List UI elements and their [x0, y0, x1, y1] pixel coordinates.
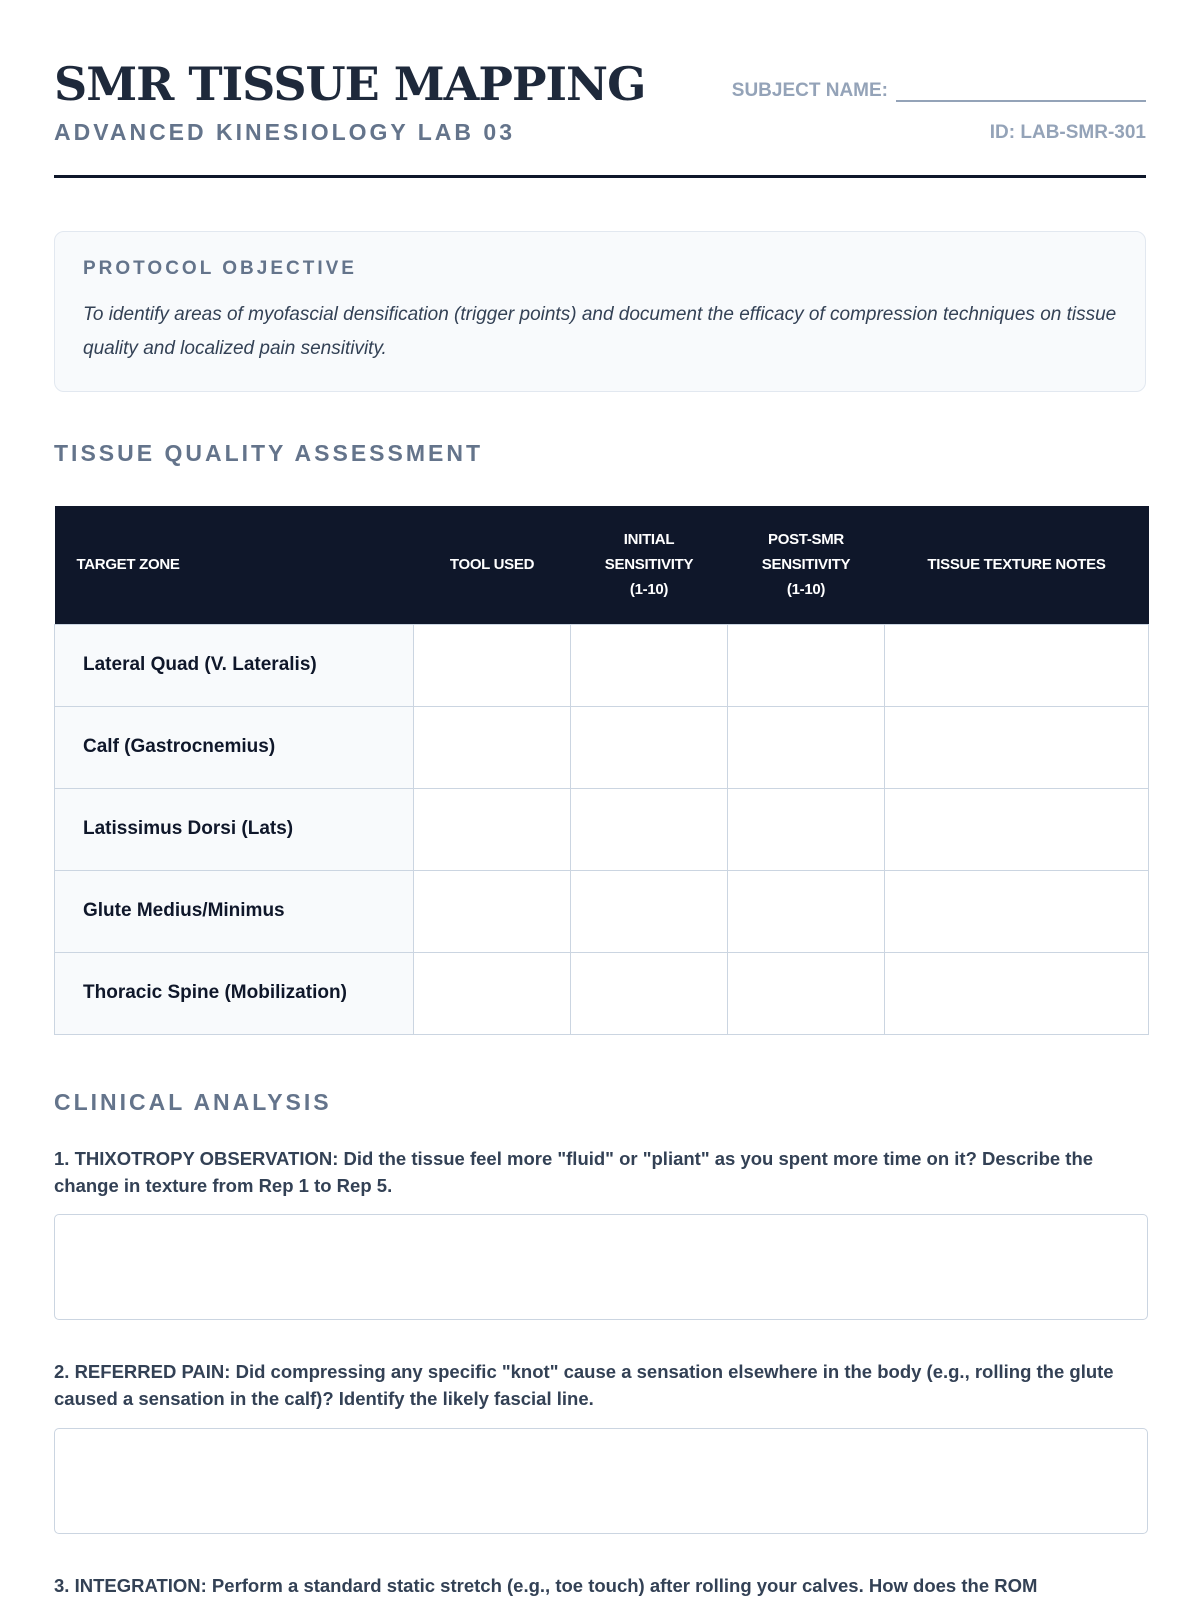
target-zone-cell: Lateral Quad (V. Lateralis) — [55, 624, 414, 706]
table-row — [55, 624, 1149, 706]
column-header-post-smr-sensitivity — [728, 506, 885, 624]
texture-notes-cell[interactable] — [885, 624, 1149, 706]
target-zone-cell: Latissimus Dorsi (Lats) — [55, 788, 414, 870]
protocol-objective-box — [54, 231, 1146, 392]
subject-name-input[interactable] — [896, 82, 1146, 102]
table-header-row — [55, 506, 1149, 624]
post-smr-sensitivity-cell[interactable] — [728, 706, 885, 788]
document-id: ID: LAB-SMR-301 — [989, 122, 1146, 143]
tool-used-cell[interactable] — [414, 706, 571, 788]
tool-used-cell[interactable] — [414, 624, 571, 706]
page-subtitle: ADVANCED KINESIOLOGY LAB 03 — [54, 119, 515, 145]
question-1: 1. THIXOTROPY OBSERVATION: Did the tissue feel more "fluid" or "pliant" as you spent more time on it? Describe the change in texture from Rep 1 to Rep 5. — [54, 1148, 1094, 1196]
target-zone-cell: Glute Medius/Minimus — [55, 870, 414, 952]
page-title: SMR TISSUE MAPPING — [54, 57, 646, 111]
assessment-heading: TISSUE QUALITY ASSESSMENT — [54, 440, 483, 466]
target-zone-cell: Calf (Gastrocnemius) — [55, 706, 414, 788]
table-row — [55, 870, 1149, 952]
tool-used-cell[interactable] — [414, 788, 571, 870]
table-row — [55, 788, 1149, 870]
initial-sensitivity-cell[interactable] — [571, 870, 728, 952]
column-header-line: (1-10) — [786, 581, 826, 599]
column-header-tool-used: TOOL USED — [414, 506, 571, 624]
post-smr-sensitivity-cell[interactable] — [728, 952, 885, 1034]
question-2: 2. REFERRED PAIN: Did compressing any specific "knot" cause a sensation elsewhere in the body (e.g., rolling the glute caused a sensation in the calf)? Identify the likely fascial line. — [54, 1361, 1114, 1409]
post-smr-sensitivity-cell[interactable] — [728, 624, 885, 706]
column-header-line: (1-10) — [629, 581, 669, 599]
answer-box-2[interactable] — [54, 1428, 1148, 1534]
target-zone-cell: Thoracic Spine (Mobilization) — [55, 952, 414, 1034]
subject-name-field — [732, 80, 1146, 102]
texture-notes-cell[interactable] — [885, 706, 1149, 788]
clinical-analysis-heading: CLINICAL ANALYSIS — [54, 1089, 332, 1115]
column-header-line: POST-SMR — [768, 531, 844, 549]
post-smr-sensitivity-cell[interactable] — [728, 870, 885, 952]
page-header — [54, 56, 1146, 178]
column-header-line: INITIAL — [623, 531, 675, 549]
initial-sensitivity-cell[interactable] — [571, 788, 728, 870]
objective-text: To identify areas of myofascial densification (trigger points) and document the efficacy of compression techniques on tissue quality and localized pain sensitivity. — [83, 304, 1117, 359]
table-row — [55, 952, 1149, 1034]
texture-notes-cell[interactable] — [885, 952, 1149, 1034]
answer-box-1[interactable] — [54, 1214, 1148, 1320]
texture-notes-cell[interactable] — [885, 870, 1149, 952]
tool-used-cell[interactable] — [414, 870, 571, 952]
column-header-line: SENSITIVITY — [761, 556, 851, 574]
column-header-target-zone: TARGET ZONE — [55, 506, 414, 624]
objective-label: PROTOCOL OBJECTIVE — [83, 258, 357, 279]
initial-sensitivity-cell[interactable] — [571, 624, 728, 706]
tool-used-cell[interactable] — [414, 952, 571, 1034]
texture-notes-cell[interactable] — [885, 788, 1149, 870]
tissue-assessment-table — [54, 506, 1149, 1035]
question-3: 3. INTEGRATION: Perform a standard static stretch (e.g., toe touch) after rolling your calves. How does the ROM — [54, 1575, 1038, 1596]
initial-sensitivity-cell[interactable] — [571, 952, 728, 1034]
initial-sensitivity-cell[interactable] — [571, 706, 728, 788]
post-smr-sensitivity-cell[interactable] — [728, 788, 885, 870]
column-header-texture-notes: TISSUE TEXTURE NOTES — [885, 506, 1149, 624]
table-row — [55, 706, 1149, 788]
column-header-line: SENSITIVITY — [604, 556, 694, 574]
subject-name-label: SUBJECT NAME: — [731, 80, 888, 101]
column-header-initial-sensitivity — [571, 506, 728, 624]
